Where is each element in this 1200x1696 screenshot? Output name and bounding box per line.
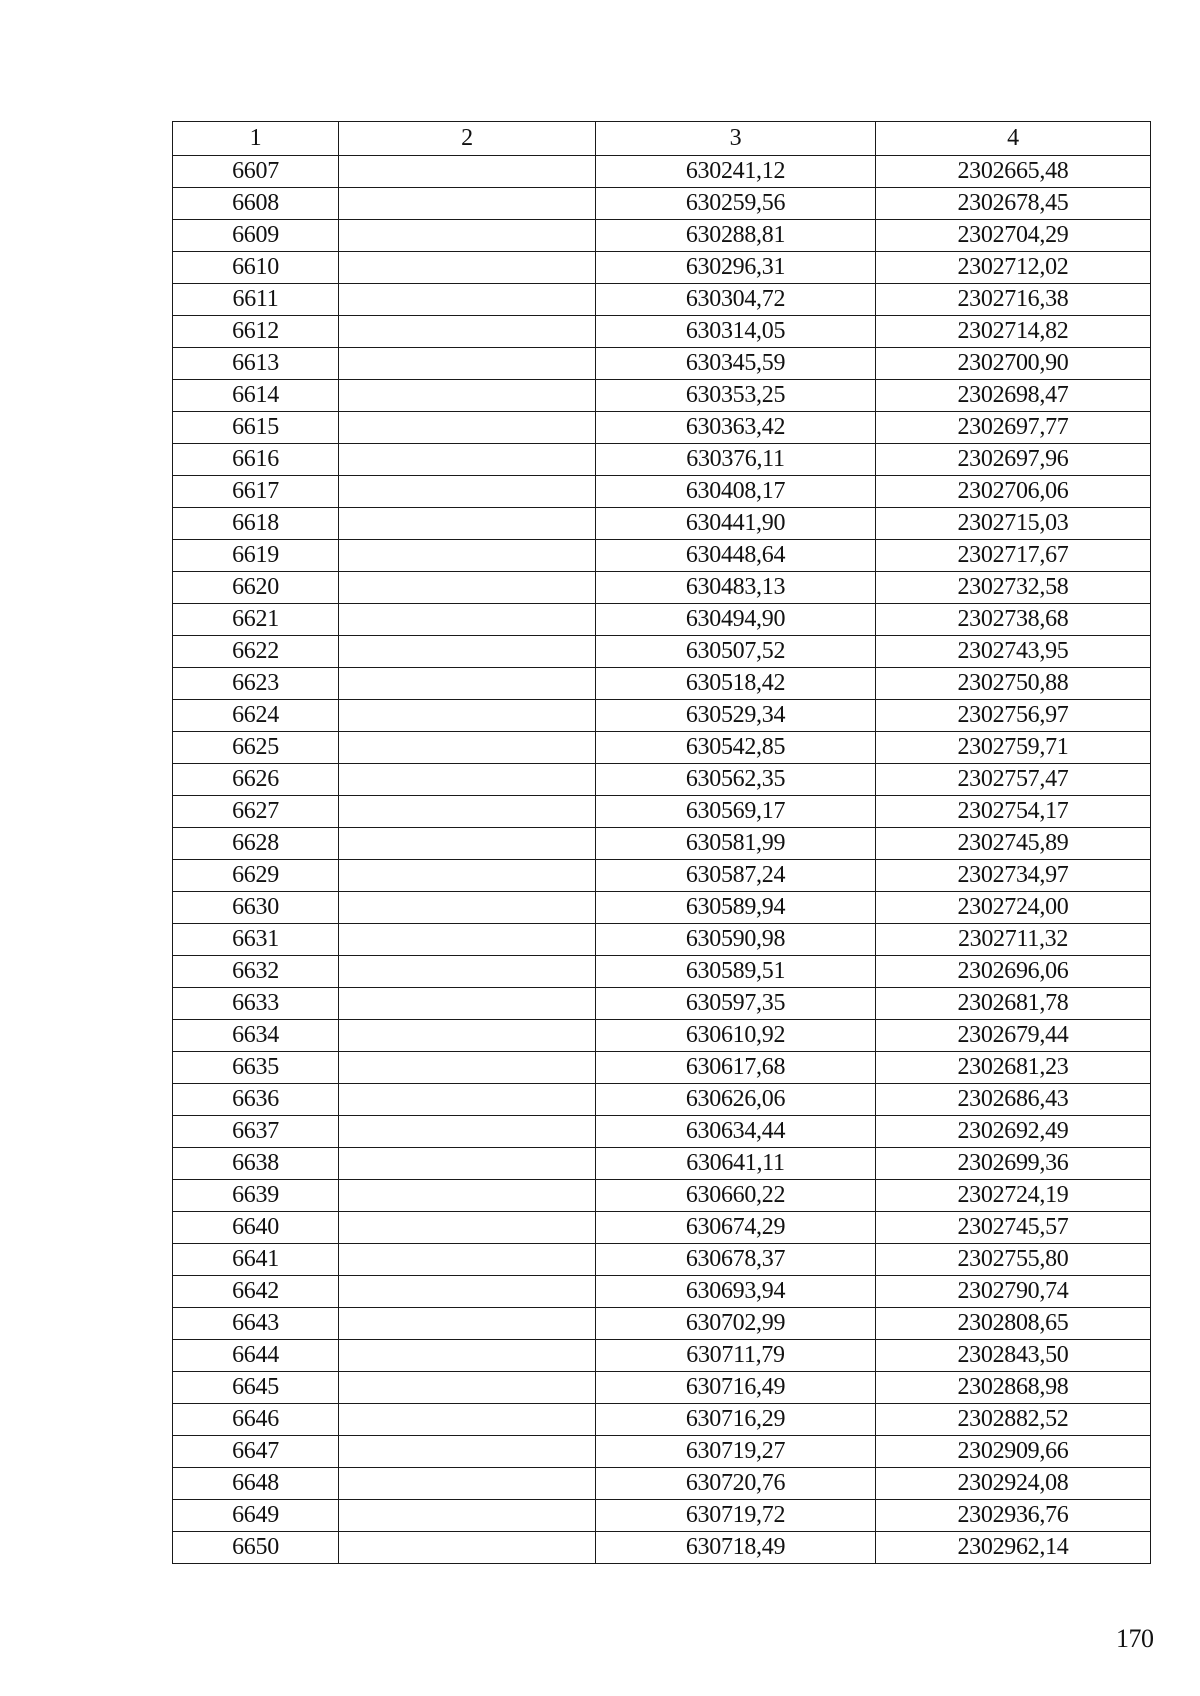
x-coordinate-cell: 630718,49	[596, 1532, 876, 1564]
point-number-cell: 6631	[173, 924, 339, 956]
empty-cell	[339, 348, 596, 380]
x-coordinate-cell: 630678,37	[596, 1244, 876, 1276]
x-coordinate-cell: 630581,99	[596, 828, 876, 860]
x-coordinate-cell: 630345,59	[596, 348, 876, 380]
y-coordinate-cell: 2302679,44	[876, 1020, 1151, 1052]
empty-cell	[339, 1148, 596, 1180]
empty-cell	[339, 1180, 596, 1212]
x-coordinate-cell: 630719,27	[596, 1436, 876, 1468]
point-number-cell: 6648	[173, 1468, 339, 1500]
empty-cell	[339, 700, 596, 732]
empty-cell	[339, 316, 596, 348]
x-coordinate-cell: 630448,64	[596, 540, 876, 572]
table-row	[173, 284, 1151, 316]
point-number-cell: 6628	[173, 828, 339, 860]
empty-cell	[339, 508, 596, 540]
y-coordinate-cell: 2302745,57	[876, 1212, 1151, 1244]
point-number-cell: 6616	[173, 444, 339, 476]
y-coordinate-cell: 2302698,47	[876, 380, 1151, 412]
point-number-cell: 6627	[173, 796, 339, 828]
table-row	[173, 1436, 1151, 1468]
y-coordinate-cell: 2302759,71	[876, 732, 1151, 764]
coordinates-table	[172, 121, 1151, 1564]
x-coordinate-cell: 630569,17	[596, 796, 876, 828]
table-row	[173, 444, 1151, 476]
table-row	[173, 1276, 1151, 1308]
y-coordinate-cell: 2302868,98	[876, 1372, 1151, 1404]
y-coordinate-cell: 2302704,29	[876, 220, 1151, 252]
point-number-cell: 6615	[173, 412, 339, 444]
table-row	[173, 796, 1151, 828]
point-number-cell: 6622	[173, 636, 339, 668]
empty-cell	[339, 1052, 596, 1084]
y-coordinate-cell: 2302697,96	[876, 444, 1151, 476]
point-number-cell: 6644	[173, 1340, 339, 1372]
point-number-cell: 6609	[173, 220, 339, 252]
empty-cell	[339, 892, 596, 924]
table-row	[173, 668, 1151, 700]
point-number-cell: 6613	[173, 348, 339, 380]
empty-cell	[339, 1372, 596, 1404]
x-coordinate-cell: 630483,13	[596, 572, 876, 604]
y-coordinate-cell: 2302686,43	[876, 1084, 1151, 1116]
x-coordinate-cell: 630617,68	[596, 1052, 876, 1084]
table-row	[173, 1532, 1151, 1564]
empty-cell	[339, 572, 596, 604]
table-row	[173, 636, 1151, 668]
table-row	[173, 892, 1151, 924]
x-coordinate-cell: 630304,72	[596, 284, 876, 316]
column-header-2: 2	[339, 122, 596, 156]
y-coordinate-cell: 2302699,36	[876, 1148, 1151, 1180]
y-coordinate-cell: 2302724,19	[876, 1180, 1151, 1212]
x-coordinate-cell: 630719,72	[596, 1500, 876, 1532]
header-row	[173, 122, 1151, 156]
point-number-cell: 6630	[173, 892, 339, 924]
point-number-cell: 6625	[173, 732, 339, 764]
y-coordinate-cell: 2302678,45	[876, 188, 1151, 220]
empty-cell	[339, 764, 596, 796]
x-coordinate-cell: 630353,25	[596, 380, 876, 412]
x-coordinate-cell: 630660,22	[596, 1180, 876, 1212]
x-coordinate-cell: 630259,56	[596, 188, 876, 220]
x-coordinate-cell: 630288,81	[596, 220, 876, 252]
y-coordinate-cell: 2302712,02	[876, 252, 1151, 284]
point-number-cell: 6639	[173, 1180, 339, 1212]
y-coordinate-cell: 2302681,23	[876, 1052, 1151, 1084]
table-row	[173, 508, 1151, 540]
table-row	[173, 540, 1151, 572]
empty-cell	[339, 1020, 596, 1052]
empty-cell	[339, 1404, 596, 1436]
x-coordinate-cell: 630590,98	[596, 924, 876, 956]
empty-cell	[339, 1532, 596, 1564]
table-row	[173, 1180, 1151, 1212]
y-coordinate-cell: 2302681,78	[876, 988, 1151, 1020]
empty-cell	[339, 1116, 596, 1148]
point-number-cell: 6611	[173, 284, 339, 316]
table-row	[173, 1148, 1151, 1180]
empty-cell	[339, 188, 596, 220]
table-row	[173, 1404, 1151, 1436]
empty-cell	[339, 444, 596, 476]
empty-cell	[339, 220, 596, 252]
x-coordinate-cell: 630542,85	[596, 732, 876, 764]
table-row	[173, 220, 1151, 252]
table-body	[173, 156, 1151, 1564]
column-header-4: 4	[876, 122, 1151, 156]
point-number-cell: 6624	[173, 700, 339, 732]
y-coordinate-cell: 2302843,50	[876, 1340, 1151, 1372]
empty-cell	[339, 636, 596, 668]
empty-cell	[339, 604, 596, 636]
table-row	[173, 700, 1151, 732]
point-number-cell: 6638	[173, 1148, 339, 1180]
page-number: 170	[1116, 1624, 1154, 1653]
table-row	[173, 1500, 1151, 1532]
x-coordinate-cell: 630441,90	[596, 508, 876, 540]
point-number-cell: 6634	[173, 1020, 339, 1052]
empty-cell	[339, 476, 596, 508]
empty-cell	[339, 380, 596, 412]
table-row	[173, 1468, 1151, 1500]
empty-cell	[339, 1308, 596, 1340]
point-number-cell: 6614	[173, 380, 339, 412]
empty-cell	[339, 668, 596, 700]
y-coordinate-cell: 2302724,00	[876, 892, 1151, 924]
y-coordinate-cell: 2302745,89	[876, 828, 1151, 860]
y-coordinate-cell: 2302734,97	[876, 860, 1151, 892]
y-coordinate-cell: 2302715,03	[876, 508, 1151, 540]
y-coordinate-cell: 2302962,14	[876, 1532, 1151, 1564]
table-row	[173, 1116, 1151, 1148]
x-coordinate-cell: 630610,92	[596, 1020, 876, 1052]
x-coordinate-cell: 630674,29	[596, 1212, 876, 1244]
table-row	[173, 828, 1151, 860]
empty-cell	[339, 956, 596, 988]
y-coordinate-cell: 2302717,67	[876, 540, 1151, 572]
point-number-cell: 6612	[173, 316, 339, 348]
y-coordinate-cell: 2302924,08	[876, 1468, 1151, 1500]
x-coordinate-cell: 630720,76	[596, 1468, 876, 1500]
y-coordinate-cell: 2302714,82	[876, 316, 1151, 348]
empty-cell	[339, 1276, 596, 1308]
table-row	[173, 604, 1151, 636]
x-coordinate-cell: 630241,12	[596, 156, 876, 188]
table-row	[173, 572, 1151, 604]
empty-cell	[339, 540, 596, 572]
y-coordinate-cell: 2302700,90	[876, 348, 1151, 380]
point-number-cell: 6629	[173, 860, 339, 892]
empty-cell	[339, 1436, 596, 1468]
table-row	[173, 348, 1151, 380]
x-coordinate-cell: 630314,05	[596, 316, 876, 348]
point-number-cell: 6636	[173, 1084, 339, 1116]
table-row	[173, 412, 1151, 444]
point-number-cell: 6645	[173, 1372, 339, 1404]
y-coordinate-cell: 2302711,32	[876, 924, 1151, 956]
x-coordinate-cell: 630408,17	[596, 476, 876, 508]
table-row	[173, 1308, 1151, 1340]
x-coordinate-cell: 630562,35	[596, 764, 876, 796]
y-coordinate-cell: 2302732,58	[876, 572, 1151, 604]
x-coordinate-cell: 630626,06	[596, 1084, 876, 1116]
empty-cell	[339, 252, 596, 284]
table-row	[173, 924, 1151, 956]
y-coordinate-cell: 2302756,97	[876, 700, 1151, 732]
y-coordinate-cell: 2302750,88	[876, 668, 1151, 700]
x-coordinate-cell: 630518,42	[596, 668, 876, 700]
x-coordinate-cell: 630702,99	[596, 1308, 876, 1340]
y-coordinate-cell: 2302743,95	[876, 636, 1151, 668]
y-coordinate-cell: 2302738,68	[876, 604, 1151, 636]
table-row	[173, 1244, 1151, 1276]
table-row	[173, 1212, 1151, 1244]
y-coordinate-cell: 2302697,77	[876, 412, 1151, 444]
empty-cell	[339, 1084, 596, 1116]
table-row	[173, 316, 1151, 348]
point-number-cell: 6635	[173, 1052, 339, 1084]
point-number-cell: 6617	[173, 476, 339, 508]
point-number-cell: 6640	[173, 1212, 339, 1244]
empty-cell	[339, 860, 596, 892]
point-number-cell: 6610	[173, 252, 339, 284]
table-row	[173, 956, 1151, 988]
empty-cell	[339, 1468, 596, 1500]
x-coordinate-cell: 630589,51	[596, 956, 876, 988]
y-coordinate-cell: 2302936,76	[876, 1500, 1151, 1532]
y-coordinate-cell: 2302692,49	[876, 1116, 1151, 1148]
x-coordinate-cell: 630716,49	[596, 1372, 876, 1404]
y-coordinate-cell: 2302754,17	[876, 796, 1151, 828]
point-number-cell: 6626	[173, 764, 339, 796]
point-number-cell: 6619	[173, 540, 339, 572]
point-number-cell: 6607	[173, 156, 339, 188]
point-number-cell: 6643	[173, 1308, 339, 1340]
coordinates-table-wrapper	[172, 121, 1150, 1564]
table-row	[173, 1372, 1151, 1404]
x-coordinate-cell: 630711,79	[596, 1340, 876, 1372]
empty-cell	[339, 1212, 596, 1244]
table-row	[173, 988, 1151, 1020]
x-coordinate-cell: 630597,35	[596, 988, 876, 1020]
table-row	[173, 380, 1151, 412]
point-number-cell: 6641	[173, 1244, 339, 1276]
y-coordinate-cell: 2302665,48	[876, 156, 1151, 188]
x-coordinate-cell: 630529,34	[596, 700, 876, 732]
table-row	[173, 188, 1151, 220]
point-number-cell: 6642	[173, 1276, 339, 1308]
x-coordinate-cell: 630363,42	[596, 412, 876, 444]
empty-cell	[339, 412, 596, 444]
x-coordinate-cell: 630641,11	[596, 1148, 876, 1180]
empty-cell	[339, 924, 596, 956]
point-number-cell: 6623	[173, 668, 339, 700]
point-number-cell: 6637	[173, 1116, 339, 1148]
column-header-3: 3	[596, 122, 876, 156]
table-row	[173, 1052, 1151, 1084]
point-number-cell: 6620	[173, 572, 339, 604]
y-coordinate-cell: 2302882,52	[876, 1404, 1151, 1436]
x-coordinate-cell: 630693,94	[596, 1276, 876, 1308]
empty-cell	[339, 1340, 596, 1372]
y-coordinate-cell: 2302808,65	[876, 1308, 1151, 1340]
empty-cell	[339, 156, 596, 188]
x-coordinate-cell: 630296,31	[596, 252, 876, 284]
table-row	[173, 732, 1151, 764]
table-row	[173, 1084, 1151, 1116]
empty-cell	[339, 988, 596, 1020]
x-coordinate-cell: 630589,94	[596, 892, 876, 924]
x-coordinate-cell: 630716,29	[596, 1404, 876, 1436]
table-row	[173, 252, 1151, 284]
x-coordinate-cell: 630587,24	[596, 860, 876, 892]
point-number-cell: 6649	[173, 1500, 339, 1532]
x-coordinate-cell: 630376,11	[596, 444, 876, 476]
point-number-cell: 6618	[173, 508, 339, 540]
point-number-cell: 6608	[173, 188, 339, 220]
table-row	[173, 156, 1151, 188]
y-coordinate-cell: 2302757,47	[876, 764, 1151, 796]
point-number-cell: 6646	[173, 1404, 339, 1436]
table-header	[173, 122, 1151, 156]
table-row	[173, 1340, 1151, 1372]
table-row	[173, 860, 1151, 892]
empty-cell	[339, 828, 596, 860]
empty-cell	[339, 284, 596, 316]
column-header-1: 1	[173, 122, 339, 156]
point-number-cell: 6632	[173, 956, 339, 988]
x-coordinate-cell: 630634,44	[596, 1116, 876, 1148]
empty-cell	[339, 796, 596, 828]
empty-cell	[339, 1500, 596, 1532]
point-number-cell: 6621	[173, 604, 339, 636]
x-coordinate-cell: 630507,52	[596, 636, 876, 668]
empty-cell	[339, 1244, 596, 1276]
y-coordinate-cell: 2302909,66	[876, 1436, 1151, 1468]
x-coordinate-cell: 630494,90	[596, 604, 876, 636]
y-coordinate-cell: 2302696,06	[876, 956, 1151, 988]
point-number-cell: 6647	[173, 1436, 339, 1468]
table-row	[173, 764, 1151, 796]
y-coordinate-cell: 2302755,80	[876, 1244, 1151, 1276]
y-coordinate-cell: 2302790,74	[876, 1276, 1151, 1308]
table-row	[173, 476, 1151, 508]
point-number-cell: 6650	[173, 1532, 339, 1564]
table-row	[173, 1020, 1151, 1052]
empty-cell	[339, 732, 596, 764]
point-number-cell: 6633	[173, 988, 339, 1020]
y-coordinate-cell: 2302706,06	[876, 476, 1151, 508]
y-coordinate-cell: 2302716,38	[876, 284, 1151, 316]
